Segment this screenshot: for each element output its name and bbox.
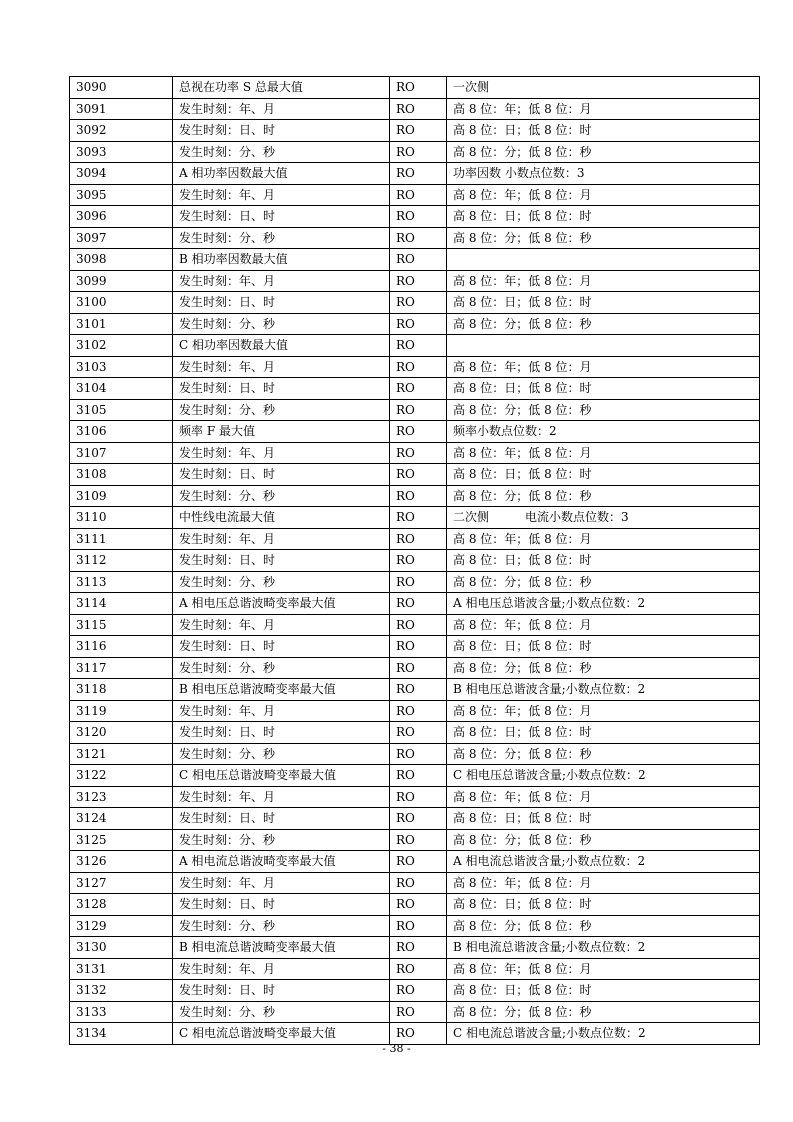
access-mode-cell: RO xyxy=(390,679,447,701)
access-mode-cell: RO xyxy=(390,550,447,572)
register-description-cell xyxy=(447,335,760,357)
register-description-cell: 高 8 位：日；低 8 位：时 xyxy=(447,120,760,142)
table-row xyxy=(70,335,760,357)
register-address-cell: 3119 xyxy=(70,700,173,722)
register-address-cell: 3093 xyxy=(70,141,173,163)
access-mode-cell: RO xyxy=(390,270,447,292)
register-address-cell: 3103 xyxy=(70,356,173,378)
table-row xyxy=(70,786,760,808)
access-mode-cell: RO xyxy=(390,141,447,163)
register-description-cell: 频率小数点位数：2 xyxy=(447,421,760,443)
register-name-cell: 发生时刻：分、秒 xyxy=(173,743,390,765)
register-address-cell: 3105 xyxy=(70,399,173,421)
register-name-cell: 发生时刻：日、时 xyxy=(173,722,390,744)
register-address-cell: 3122 xyxy=(70,765,173,787)
register-address-cell: 3131 xyxy=(70,958,173,980)
register-address-cell: 3090 xyxy=(70,77,173,99)
table-row xyxy=(70,442,760,464)
table-row xyxy=(70,1001,760,1023)
access-mode-cell: RO xyxy=(390,636,447,658)
table-row xyxy=(70,163,760,185)
register-address-cell: 3133 xyxy=(70,1001,173,1023)
register-description-cell: 功率因数 小数点位数：3 xyxy=(447,163,760,185)
table-row xyxy=(70,485,760,507)
access-mode-cell: RO xyxy=(390,786,447,808)
register-description-cell: 一次侧 xyxy=(447,77,760,99)
table-row xyxy=(70,808,760,830)
register-address-cell: 3091 xyxy=(70,98,173,120)
table-row xyxy=(70,765,760,787)
access-mode-cell: RO xyxy=(390,378,447,400)
table-row xyxy=(70,270,760,292)
register-description-cell: 高 8 位：年；低 8 位：月 xyxy=(447,270,760,292)
register-description-cell: B 相电压总谐波含量;小数点位数：2 xyxy=(447,679,760,701)
register-description-cell: 高 8 位：分；低 8 位：秒 xyxy=(447,829,760,851)
access-mode-cell: RO xyxy=(390,313,447,335)
register-name-cell: 总视在功率 S 总最大值 xyxy=(173,77,390,99)
register-name-cell: C 相功率因数最大值 xyxy=(173,335,390,357)
register-name-cell: 发生时刻：分、秒 xyxy=(173,313,390,335)
access-mode-cell: RO xyxy=(390,915,447,937)
register-description-cell: C 相电压总谐波含量;小数点位数：2 xyxy=(447,765,760,787)
table-row xyxy=(70,851,760,873)
table-row xyxy=(70,528,760,550)
register-address-cell: 3113 xyxy=(70,571,173,593)
register-name-cell: 发生时刻：分、秒 xyxy=(173,399,390,421)
table-row xyxy=(70,700,760,722)
register-name-cell: 发生时刻：日、时 xyxy=(173,464,390,486)
access-mode-cell: RO xyxy=(390,657,447,679)
access-mode-cell: RO xyxy=(390,872,447,894)
register-name-cell: 发生时刻：年、月 xyxy=(173,270,390,292)
register-address-cell: 3104 xyxy=(70,378,173,400)
table-row xyxy=(70,1023,760,1045)
access-mode-cell: RO xyxy=(390,442,447,464)
register-name-cell: 发生时刻：日、时 xyxy=(173,550,390,572)
register-address-cell: 3129 xyxy=(70,915,173,937)
register-address-cell: 3107 xyxy=(70,442,173,464)
access-mode-cell: RO xyxy=(390,464,447,486)
register-description-cell: 高 8 位：年；低 8 位：月 xyxy=(447,700,760,722)
register-address-cell: 3099 xyxy=(70,270,173,292)
register-name-cell: 发生时刻：日、时 xyxy=(173,120,390,142)
table-row xyxy=(70,141,760,163)
access-mode-cell: RO xyxy=(390,829,447,851)
table-row xyxy=(70,206,760,228)
register-address-cell: 3111 xyxy=(70,528,173,550)
register-name-cell: C 相电压总谐波畸变率最大值 xyxy=(173,765,390,787)
register-name-cell: A 相功率因数最大值 xyxy=(173,163,390,185)
register-name-cell: 发生时刻：年、月 xyxy=(173,98,390,120)
register-name-cell: 发生时刻：分、秒 xyxy=(173,141,390,163)
register-name-cell: 中性线电流最大值 xyxy=(173,507,390,529)
register-address-cell: 3108 xyxy=(70,464,173,486)
register-name-cell: 频率 F 最大值 xyxy=(173,421,390,443)
register-name-cell: 发生时刻：分、秒 xyxy=(173,829,390,851)
register-name-cell: B 相电压总谐波畸变率最大值 xyxy=(173,679,390,701)
register-name-cell: 发生时刻：日、时 xyxy=(173,378,390,400)
register-name-cell: 发生时刻：年、月 xyxy=(173,958,390,980)
register-address-cell: 3095 xyxy=(70,184,173,206)
access-mode-cell: RO xyxy=(390,98,447,120)
register-name-cell: A 相电流总谐波畸变率最大值 xyxy=(173,851,390,873)
register-description-cell: 高 8 位：分；低 8 位：秒 xyxy=(447,227,760,249)
access-mode-cell: RO xyxy=(390,249,447,271)
register-address-cell: 3121 xyxy=(70,743,173,765)
register-description-cell: 高 8 位：日；低 8 位：时 xyxy=(447,894,760,916)
register-description-cell: 高 8 位：分；低 8 位：秒 xyxy=(447,485,760,507)
table-row xyxy=(70,894,760,916)
register-description-cell: 高 8 位：年；低 8 位：月 xyxy=(447,98,760,120)
table-row xyxy=(70,872,760,894)
access-mode-cell: RO xyxy=(390,292,447,314)
register-description-cell: 高 8 位：年；低 8 位：月 xyxy=(447,528,760,550)
register-address-cell: 3096 xyxy=(70,206,173,228)
register-description-cell: 高 8 位：日；低 8 位：时 xyxy=(447,980,760,1002)
table-row xyxy=(70,77,760,99)
register-description-cell: 高 8 位：日；低 8 位：时 xyxy=(447,722,760,744)
access-mode-cell: RO xyxy=(390,77,447,99)
access-mode-cell: RO xyxy=(390,765,447,787)
table-row xyxy=(70,421,760,443)
access-mode-cell: RO xyxy=(390,614,447,636)
register-description-cell: 高 8 位：年；低 8 位：月 xyxy=(447,958,760,980)
register-description-cell: A 相电压总谐波含量;小数点位数：2 xyxy=(447,593,760,615)
table-row xyxy=(70,184,760,206)
register-address-cell: 3126 xyxy=(70,851,173,873)
register-name-cell: 发生时刻：年、月 xyxy=(173,700,390,722)
access-mode-cell: RO xyxy=(390,894,447,916)
register-name-cell: C 相电流总谐波畸变率最大值 xyxy=(173,1023,390,1045)
register-address-cell: 3092 xyxy=(70,120,173,142)
register-address-cell: 3116 xyxy=(70,636,173,658)
access-mode-cell: RO xyxy=(390,399,447,421)
access-mode-cell: RO xyxy=(390,808,447,830)
register-address-cell: 3098 xyxy=(70,249,173,271)
table-row xyxy=(70,829,760,851)
register-address-cell: 3123 xyxy=(70,786,173,808)
register-address-cell: 3134 xyxy=(70,1023,173,1045)
register-description-cell: 高 8 位：分；低 8 位：秒 xyxy=(447,399,760,421)
register-description-cell: 高 8 位：日；低 8 位：时 xyxy=(447,378,760,400)
table-row xyxy=(70,657,760,679)
register-description-cell: 高 8 位：分；低 8 位：秒 xyxy=(447,743,760,765)
table-row xyxy=(70,249,760,271)
register-description-cell: 高 8 位：分；低 8 位：秒 xyxy=(447,657,760,679)
access-mode-cell: RO xyxy=(390,163,447,185)
access-mode-cell: RO xyxy=(390,1001,447,1023)
table-row xyxy=(70,507,760,529)
table-row xyxy=(70,227,760,249)
register-address-cell: 3109 xyxy=(70,485,173,507)
table-row xyxy=(70,464,760,486)
register-address-cell: 3117 xyxy=(70,657,173,679)
table-row xyxy=(70,614,760,636)
register-name-cell: 发生时刻：日、时 xyxy=(173,636,390,658)
register-description-cell: 高 8 位：日；低 8 位：时 xyxy=(447,808,760,830)
access-mode-cell: RO xyxy=(390,184,447,206)
register-description-cell: 高 8 位：日；低 8 位：时 xyxy=(447,464,760,486)
register-address-cell: 3110 xyxy=(70,507,173,529)
access-mode-cell: RO xyxy=(390,507,447,529)
access-mode-cell: RO xyxy=(390,206,447,228)
table-row xyxy=(70,743,760,765)
register-address-cell: 3125 xyxy=(70,829,173,851)
access-mode-cell: RO xyxy=(390,722,447,744)
register-name-cell: 发生时刻：年、月 xyxy=(173,442,390,464)
access-mode-cell: RO xyxy=(390,851,447,873)
register-name-cell: 发生时刻：日、时 xyxy=(173,894,390,916)
register-name-cell: 发生时刻：分、秒 xyxy=(173,227,390,249)
register-description-cell: 高 8 位：年；低 8 位：月 xyxy=(447,786,760,808)
table-row xyxy=(70,636,760,658)
access-mode-cell: RO xyxy=(390,958,447,980)
register-description-cell: A 相电流总谐波含量;小数点位数：2 xyxy=(447,851,760,873)
register-name-cell: 发生时刻：年、月 xyxy=(173,184,390,206)
access-mode-cell: RO xyxy=(390,528,447,550)
table-row xyxy=(70,722,760,744)
register-description-cell: 高 8 位：年；低 8 位：月 xyxy=(447,614,760,636)
register-address-cell: 3115 xyxy=(70,614,173,636)
table-row xyxy=(70,958,760,980)
register-name-cell: A 相电压总谐波畸变率最大值 xyxy=(173,593,390,615)
register-name-cell: 发生时刻：年、月 xyxy=(173,786,390,808)
access-mode-cell: RO xyxy=(390,120,447,142)
register-description-cell: B 相电流总谐波含量;小数点位数：2 xyxy=(447,937,760,959)
access-mode-cell: RO xyxy=(390,421,447,443)
register-name-cell: 发生时刻：分、秒 xyxy=(173,657,390,679)
page-number: - 38 - xyxy=(382,1042,411,1055)
table-row xyxy=(70,98,760,120)
access-mode-cell: RO xyxy=(390,700,447,722)
table-row xyxy=(70,550,760,572)
register-address-cell: 3101 xyxy=(70,313,173,335)
register-description-cell: 高 8 位：年；低 8 位：月 xyxy=(447,184,760,206)
register-name-cell: 发生时刻：日、时 xyxy=(173,206,390,228)
register-description-cell: 高 8 位：分；低 8 位：秒 xyxy=(447,571,760,593)
register-address-cell: 3130 xyxy=(70,937,173,959)
register-address-cell: 3124 xyxy=(70,808,173,830)
table-row xyxy=(70,679,760,701)
access-mode-cell: RO xyxy=(390,335,447,357)
access-mode-cell: RO xyxy=(390,743,447,765)
register-description-cell: 高 8 位：分；低 8 位：秒 xyxy=(447,141,760,163)
register-table xyxy=(69,76,760,1045)
register-description-cell: 高 8 位：日；低 8 位：时 xyxy=(447,550,760,572)
register-name-cell: B 相电流总谐波畸变率最大值 xyxy=(173,937,390,959)
table-row xyxy=(70,356,760,378)
register-description-cell: 高 8 位：分；低 8 位：秒 xyxy=(447,915,760,937)
register-address-cell: 3112 xyxy=(70,550,173,572)
register-address-cell: 3128 xyxy=(70,894,173,916)
register-description-cell: 高 8 位：分；低 8 位：秒 xyxy=(447,313,760,335)
access-mode-cell: RO xyxy=(390,571,447,593)
access-mode-cell: RO xyxy=(390,937,447,959)
table-row xyxy=(70,571,760,593)
register-name-cell: 发生时刻：日、时 xyxy=(173,808,390,830)
register-name-cell: 发生时刻：分、秒 xyxy=(173,1001,390,1023)
table-row xyxy=(70,120,760,142)
register-address-cell: 3100 xyxy=(70,292,173,314)
access-mode-cell: RO xyxy=(390,980,447,1002)
register-description-cell: 高 8 位：日；低 8 位：时 xyxy=(447,636,760,658)
access-mode-cell: RO xyxy=(390,485,447,507)
access-mode-cell: RO xyxy=(390,356,447,378)
register-address-cell: 3118 xyxy=(70,679,173,701)
register-description-cell: 高 8 位：分；低 8 位：秒 xyxy=(447,1001,760,1023)
register-address-cell: 3102 xyxy=(70,335,173,357)
table-row xyxy=(70,593,760,615)
register-name-cell: 发生时刻：分、秒 xyxy=(173,915,390,937)
register-description-cell: 高 8 位：年；低 8 位：月 xyxy=(447,442,760,464)
register-name-cell: 发生时刻：年、月 xyxy=(173,356,390,378)
register-address-cell: 3106 xyxy=(70,421,173,443)
register-description-cell: C 相电流总谐波含量;小数点位数：2 xyxy=(447,1023,760,1045)
table-row xyxy=(70,313,760,335)
table-row xyxy=(70,980,760,1002)
register-name-cell: 发生时刻：年、月 xyxy=(173,614,390,636)
register-name-cell: 发生时刻：分、秒 xyxy=(173,571,390,593)
register-address-cell: 3132 xyxy=(70,980,173,1002)
register-name-cell: 发生时刻：日、时 xyxy=(173,980,390,1002)
register-address-cell: 3127 xyxy=(70,872,173,894)
table-row xyxy=(70,915,760,937)
register-description-cell xyxy=(447,249,760,271)
register-description-cell: 高 8 位：日；低 8 位：时 xyxy=(447,292,760,314)
register-description-cell: 二次侧 电流小数点位数：3 xyxy=(447,507,760,529)
register-address-cell: 3094 xyxy=(70,163,173,185)
register-description-cell: 高 8 位：年；低 8 位：月 xyxy=(447,872,760,894)
register-name-cell: 发生时刻：年、月 xyxy=(173,528,390,550)
register-address-cell: 3114 xyxy=(70,593,173,615)
register-name-cell: 发生时刻：年、月 xyxy=(173,872,390,894)
access-mode-cell: RO xyxy=(390,1023,447,1045)
register-address-cell: 3097 xyxy=(70,227,173,249)
access-mode-cell: RO xyxy=(390,227,447,249)
register-name-cell: 发生时刻：分、秒 xyxy=(173,485,390,507)
register-description-cell: 高 8 位：日；低 8 位：时 xyxy=(447,206,760,228)
register-name-cell: 发生时刻：日、时 xyxy=(173,292,390,314)
access-mode-cell: RO xyxy=(390,593,447,615)
register-address-cell: 3120 xyxy=(70,722,173,744)
register-table-body xyxy=(70,77,760,1045)
register-name-cell: B 相功率因数最大值 xyxy=(173,249,390,271)
register-description-cell: 高 8 位：年；低 8 位：月 xyxy=(447,356,760,378)
table-row xyxy=(70,399,760,421)
table-row xyxy=(70,937,760,959)
table-row xyxy=(70,292,760,314)
table-row xyxy=(70,378,760,400)
